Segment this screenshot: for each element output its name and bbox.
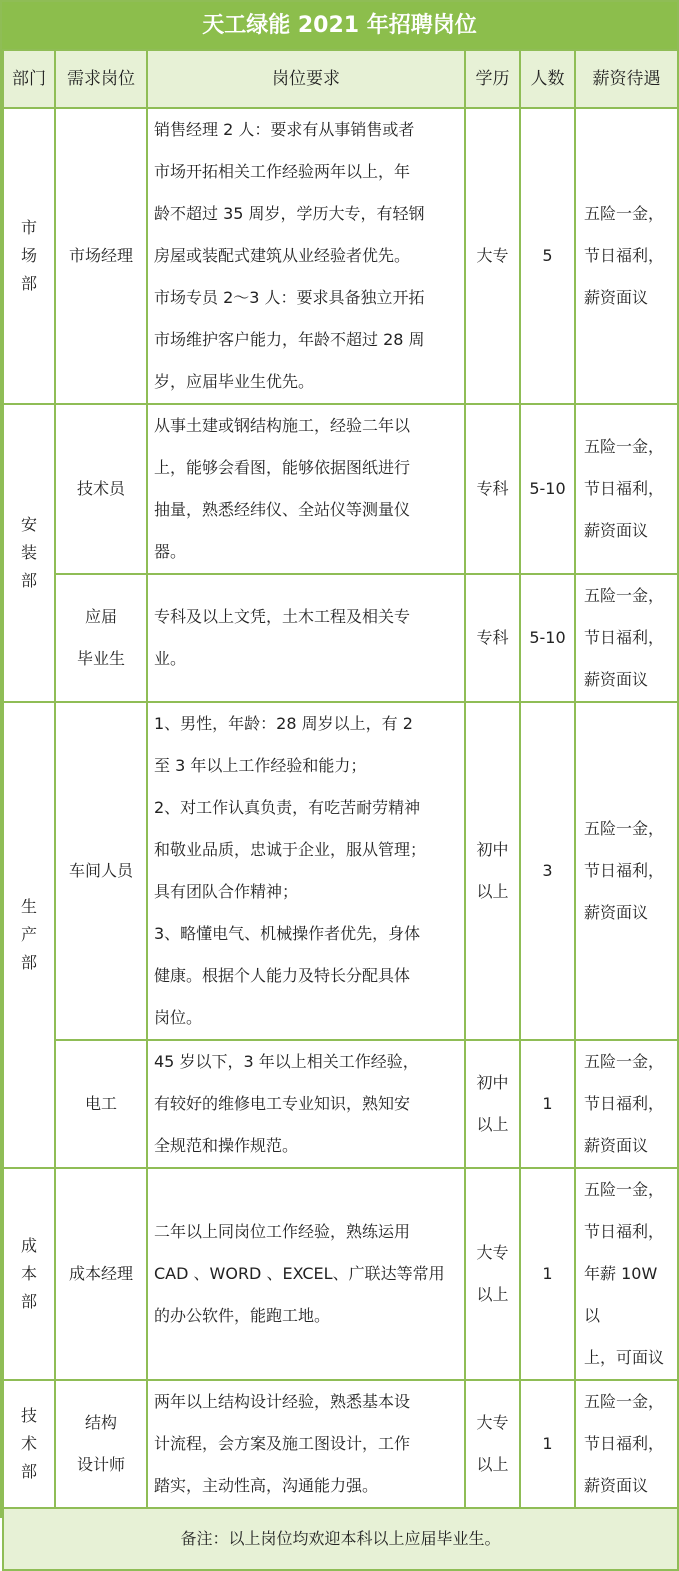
header-count: 人数 — [520, 50, 575, 108]
education-cell: 初中 以上 — [465, 702, 520, 1040]
table-row — [3, 1380, 678, 1508]
count-cell: 1 — [520, 1040, 575, 1168]
salary-cell: 五险一金， 节日福利， 薪资面议 — [575, 574, 678, 702]
education-cell: 初中 以上 — [465, 1040, 520, 1168]
education-cell: 专科 — [465, 404, 520, 574]
requirements-cell: 45 岁以下，3 年以上相关工作经验， 有较好的维修电工专业知识，熟知安 全规范和操作规范。 — [147, 1040, 465, 1168]
dept-cell: 安装部 — [3, 404, 55, 702]
position-cell: 技术员 — [55, 404, 147, 574]
table-row — [3, 574, 678, 702]
count-cell: 1 — [520, 1168, 575, 1380]
dept-cell: 技术部 — [3, 1380, 55, 1508]
salary-cell: 五险一金， 节日福利， 薪资面议 — [575, 1040, 678, 1168]
requirements-cell: 专科及以上文凭，土木工程及相关专 业。 — [147, 574, 465, 702]
salary-cell: 五险一金， 节日福利， 薪资面议 — [575, 404, 678, 574]
count-cell: 5-10 — [520, 404, 575, 574]
table-row — [3, 404, 678, 574]
count-cell: 1 — [520, 1380, 575, 1508]
dept-cell: 生产部 — [3, 702, 55, 1168]
note: 备注：以上岗位均欢迎本科以上应届毕业生。 — [3, 1508, 678, 1570]
table-row — [3, 702, 678, 1040]
header-salary: 薪资待遇 — [575, 50, 678, 108]
header-requirements: 岗位要求 — [147, 50, 465, 108]
education-cell: 大专 以上 — [465, 1380, 520, 1508]
count-cell: 3 — [520, 702, 575, 1040]
education-cell: 大专 — [465, 108, 520, 404]
count-cell: 5 — [520, 108, 575, 404]
header-position: 需求岗位 — [55, 50, 147, 108]
table-row — [3, 108, 678, 404]
note-row — [3, 1508, 678, 1570]
education-cell: 专科 — [465, 574, 520, 702]
education-cell: 大专 以上 — [465, 1168, 520, 1380]
salary-cell: 五险一金， 节日福利， 薪资面议 — [575, 702, 678, 1040]
salary-cell: 五险一金， 节日福利， 年薪 10W 以 上，可面议 — [575, 1168, 678, 1380]
dept-cell: 市场部 — [3, 108, 55, 404]
position-cell: 车间人员 — [55, 702, 147, 1040]
position-cell: 应届 毕业生 — [55, 574, 147, 702]
position-cell: 成本经理 — [55, 1168, 147, 1380]
position-cell: 市场经理 — [55, 108, 147, 404]
header-dept: 部门 — [3, 50, 55, 108]
count-cell: 5-10 — [520, 574, 575, 702]
salary-cell: 五险一金， 节日福利， 薪资面议 — [575, 108, 678, 404]
page-title: 天工绿能 2021 年招聘岗位 — [2, 2, 677, 49]
job-table — [2, 49, 679, 1571]
header-education: 学历 — [465, 50, 520, 108]
position-cell: 结构 设计师 — [55, 1380, 147, 1508]
requirements-cell: 1、男性，年龄：28 周岁以上，有 2 至 3 年以上工作经验和能力； 2、对工作认真负责，有吃苦耐劳精神 和敬业品质，忠诚于企业，服从管理； 具有团队合作精神； 3、略懂电气、机械操作者优先，身体 健康。根据个人能力及特长分配具体 岗位。 — [147, 702, 465, 1040]
requirements-cell: 销售经理 2 人：要求有从事销售或者 市场开拓相关工作经验两年以上，年 龄不超过 35 周岁，学历大专，有轻钢 房屋或装配式建筑从业经验者优先。 市场专员 2～3 人：要求具备独立开拓 市场维护客户能力，年龄不超过 28 周 岁，应届毕业生优先。 — [147, 108, 465, 404]
dept-cell: 成本部 — [3, 1168, 55, 1380]
requirements-cell: 二年以上同岗位工作经验，熟练运用 CAD 、WORD 、EXCEL、广联达等常用 的办公软件，能跑工地。 — [147, 1168, 465, 1380]
table-row — [3, 1168, 678, 1380]
table-row — [3, 1040, 678, 1168]
salary-cell: 五险一金， 节日福利， 薪资面议 — [575, 1380, 678, 1508]
position-cell: 电工 — [55, 1040, 147, 1168]
requirements-cell: 两年以上结构设计经验，熟悉基本设 计流程，会方案及施工图设计，工作 踏实，主动性高，沟通能力强。 — [147, 1380, 465, 1508]
table-header — [3, 50, 678, 108]
requirements-cell: 从事土建或钢结构施工，经验二年以 上，能够会看图，能够依据图纸进行 抽量，熟悉经纬仪、全站仪等测量仪 器。 — [147, 404, 465, 574]
